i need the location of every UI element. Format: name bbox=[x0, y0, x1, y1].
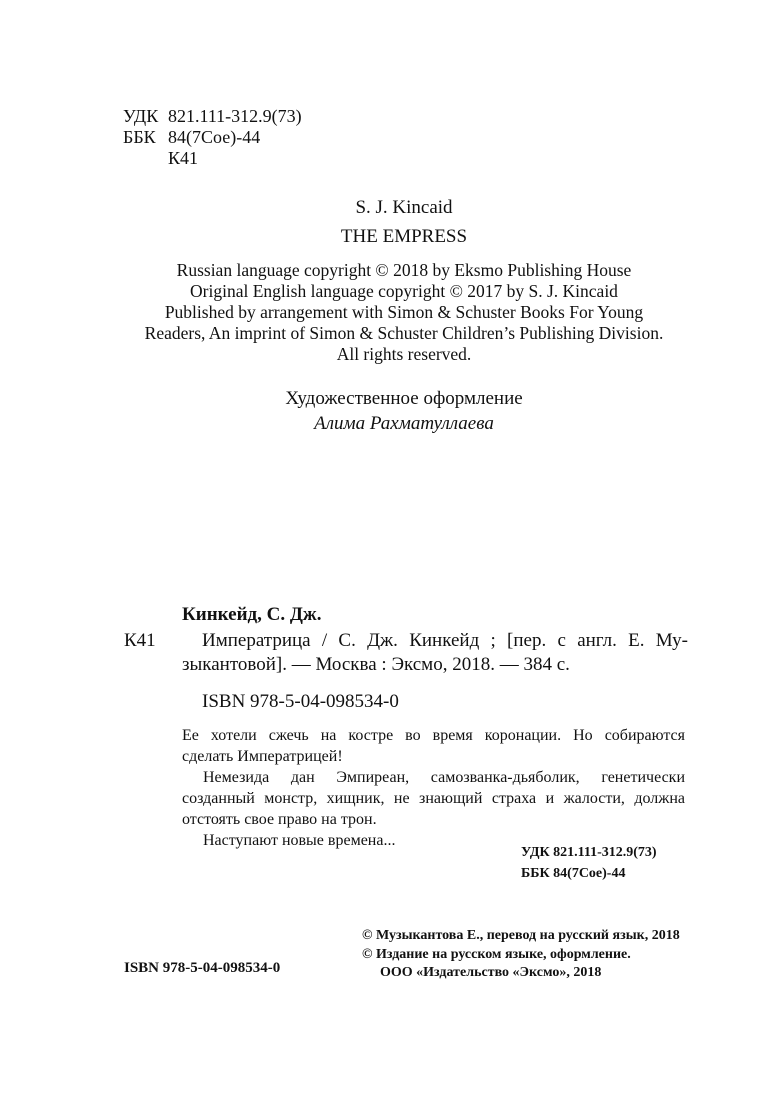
design-artist: Алима Рахматуллаева bbox=[314, 413, 494, 434]
annotation-line: отстоять свое право на трон. bbox=[182, 811, 377, 828]
bbk-bottom: ББК 84(7Сое)-44 bbox=[521, 866, 626, 881]
annotation-line: созданный монстр, хищник, не знающий страха и жалости, должна bbox=[182, 790, 685, 807]
rights-line: Readers, An imprint of Simon & Schuster Children’s Publishing Division. bbox=[144, 323, 664, 343]
udk-top-line bbox=[123, 106, 302, 127]
udk-bottom: УДК 821.111-312.9(73) bbox=[521, 845, 657, 860]
rights-line: Original English language copyright © 2017 by S. J. Kincaid bbox=[190, 281, 618, 301]
catalog-author-heading: Кинкейд, С. Дж. bbox=[182, 604, 322, 625]
bbk-top-value: 84(7Сое)-44 bbox=[168, 127, 261, 147]
original-author: S. J. Kincaid bbox=[355, 197, 453, 218]
rights-line: Published by arrangement with Simon & Schuster Books For Young bbox=[164, 302, 644, 322]
rights-block bbox=[0, 260, 768, 365]
udk-top-label: УДК bbox=[123, 106, 159, 126]
author-mark-top-line bbox=[123, 148, 302, 169]
rights-line: All rights reserved. bbox=[336, 344, 472, 364]
annotation-line: Наступают новые времена... bbox=[203, 832, 396, 849]
annotation-line: Немезида дан Эмпиреан, самозванка-дьяболик, генетически bbox=[203, 769, 685, 786]
bbk-top-line bbox=[123, 127, 302, 148]
udk-top-value: 821.111-312.9(73) bbox=[168, 106, 302, 126]
author-mark-top-value: К41 bbox=[168, 148, 199, 168]
catalog-entry-line2: зыкантовой]. — Москва : Эксмо, 2018. — 384 с. bbox=[182, 654, 570, 675]
catalog-code: К41 bbox=[124, 630, 156, 651]
bbk-top-label: ББК bbox=[123, 127, 156, 147]
top-classification-codes bbox=[123, 106, 302, 169]
rights-line: Russian language copyright © 2018 by Eksmo Publishing House bbox=[176, 260, 632, 280]
original-title: THE EMPRESS bbox=[340, 226, 468, 247]
bottom-isbn: ISBN 978-5-04-098534-0 bbox=[124, 960, 281, 976]
bottom-classification-codes bbox=[521, 842, 657, 884]
copyright-edition: © Издание на русском языке, оформление. bbox=[362, 947, 631, 962]
copyright-translation: © Музыкантова Е., перевод на русский язык, 2018 bbox=[362, 928, 680, 943]
catalog-isbn: ISBN 978-5-04-098534-0 bbox=[202, 691, 399, 712]
copyright-publisher: ООО «Издательство «Эксмо», 2018 bbox=[380, 965, 602, 980]
catalog-entry-line1: Императрица / С. Дж. Кинкейд ; [пер. с англ. Е. Му- bbox=[202, 630, 688, 651]
design-label: Художественное оформление bbox=[285, 388, 523, 409]
annotation-line: Ее хотели сжечь на костре во время коронации. Но собираются bbox=[182, 727, 685, 744]
annotation-line: сделать Императрицей! bbox=[182, 748, 343, 765]
